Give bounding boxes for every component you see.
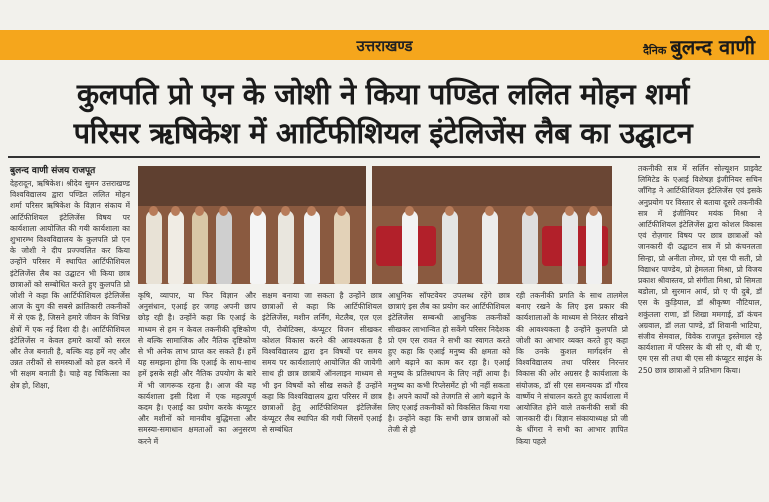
article-column-6: तकनीकी सत्र में सर्लिन सोल्यूशन प्राइवेट लिमिटेड के एआई विशेषज्ञ इंजीनियर सचिन जाँगिड़ ने आर्टिफीशियल इंटेलिजेंस एवं इसके अनुप्रयोग पर विस्तार से बताया दूसरे तकनीकी सत्र में इंजीनियर मयंक मिश्रा ने आर्टिफीशियल इंटेलिजेंस द्वारा कोशल विकास एवं रोज़गार विषय पर छात्र छात्राओं को जानकारी दी उद्घाटन सत्र में प्रो कंचनलता सिन्हा, प्रो अनीता तोमर, प्रो एस पी सती, प्रो विद्याधर पाण्डेय, प्रो हेमलता मिश्रा, प्रो विजय प्रकाश श्रीवास्तव, प्रो संगीता मिश्रा, प्रो सिमता बडोला, प्रो सुरमान आर्य, प्रो ए पी दुबे, डॉ एस के कुड़ियाल, डॉ श्रीकृष्ण नौटियाल, शकुंतला राणा, डॉ शिखा ममगाई, डॉ कंचन अग्रवाल, डॉ लता पाण्डे, डॉ शिवानी भाटिया, संजीव सेमवाल, विवेक राजपूत इस्तेमाल रहे कार्यशाला में परिसर के बी सी ए, बी बी ए, एम एस सी तथा बी एस सी कंप्यूटर साइंस के 250 छात्र छात्राओं ने प्रतिभाग किया। (638, 164, 762, 375)
byline: बुलन्द वाणी संजय राजपूत (10, 166, 96, 176)
article-column-5: रही तकनीकी प्रगति के साथ तालमेल बनाए रखने के लिए इस प्रकार की कार्यशालाओं के माध्यम से निरंतर सीखने की आवश्यकता है उन्होंने कुलपति प्रो जोशी का आभार व्यक्त करते हुए कहा कि उनके कुशल मार्गदर्शन से विश्वविद्यालय तथा परिसर निरन्तर विकास की ओर अग्रसर है कार्यशाला के संयोजक, डॉ सी एस समन्वयक डॉ गौरव वार्ष्णेय ने संचालन करते हुए कार्यशाला में आयोजित होने वाले तकनीकी सत्रों की जानकारी दी। विज्ञान संकायाध्यक्ष प्रो जी के धींगरा ने सभी का आभार ज्ञापित किया पहले (516, 291, 628, 446)
article-column-3: सक्षम बनाया जा सकता है उन्होंने छात्र छात्राओं से कहा कि आर्टिफीशियल इंटेलिजेंस, मशीन लर्निंग, मेटलैब, एल एल पी, रोबोटिक्स, कंप्यूटर विजन सीखकर कोशल विकास करने की आवश्यकता है विश्वविद्यालय द्वारा इन विषयों पर समय समय पर कार्यशालाएं आयोजित की जायेगी साथ ही छात्र छात्रायें ऑनलाइन माध्यम से भी इन विषयों को सीख सकते हैं उन्होंने कहा कि विश्वविद्यालय द्वारा परिसर में छात्र छात्राओं हेतु आर्टिफीशियल इंटेलिजेंस कंप्यूटर लैब स्थापित की गयी जिसमें एआई से सम्बंधित (262, 291, 382, 435)
article-column-4: आधुनिक सॉफ्टवेयर उपलब्ध रहेंगे छात्र छात्राएं इस लैब का प्रयोग कर आर्टिफीशियल इंटेलिजेंस सम्बन्धी आधुनिक तकनीकों सीखकर लाभान्वित हो सकेंगे परिसर निदेशक प्रो एम एस रावत ने सभी का स्वागत करते हुए कहा कि एआई मनुष्य की क्षमता को आगे बढ़ाने का काम कर रहा है। एआई मनुष्य के प्रतिस्थापन के लिए नहीं आया है। मनुष्य का कभी रिप्लेसमेंट हो भी नहीं सकता है। अपने कार्यों को तेजगति से आगे बढ़ाने के लिए एआई तकनीकों को विकसित किया गया है। उन्होंने कहा कि सभी छात्र छात्राओं को तेजी से हो (388, 291, 510, 435)
photo-lamp-lighting (138, 166, 366, 284)
article-column-2: कृषि, व्यापार, या फिर विज्ञान और अनुसंधान, एआई हर जगह अपनी छाप छोड़ रही है। उन्होंने कहा कि एआई के माध्यम से हम न केवल तकनीकी दृष्टिकोण से बल्कि सामाजिक और नैतिक दृष्टिकोण से भी अनेक लाभ प्राप्त कर सकते हैं। हमें यह समझना होगा कि एआई के साथ-साथ हमें इसके सही और नैतिक उपयोग के बारे में भी जागरूक रहना है। आज की यह कार्यशाला इसी दिशा में एक महत्वपूर्ण कदम है। एआई का प्रयोग करके कंप्यूटर और मशीनों को मानवीय बुद्धिमत्ता और समस्या-समाधान क्षमताओं का अनुसरण करने में (138, 291, 256, 446)
photo-audience (372, 166, 612, 284)
masthead-prefix: दैनिक (643, 44, 667, 57)
headline-line-1: कुलपति प्रो एन के जोशी ने किया पण्डित ललित मोहन शर्मा (76, 77, 690, 111)
headline-line-2: परिसर ऋषिकेश में आर्टिफीशियल इंटेलिजेंस लैब का उद्घाटन (73, 116, 693, 150)
article-column-1: देहरादून, ऋषिकेश। श्रीदेव सुमन उत्तराखण्ड विश्वविद्यालय द्वारा पण्डित ललित मोहन शर्मा परिसर ऋषिकेश के विज्ञान संकाय में आर्टिफीशियल इंटेलिजेंस विषय पर कार्यशाला आयोजित की गयी कार्यशाला का शुभारम्भ विश्वविद्यालय के कुलपति प्रो एन के जोशी ने दीप प्रज्ज्वलित कर किया उन्होंने परिसर में स्थापित आर्टिफीशियल इंटेलिजेंस लैब का उद्घाटन भी किया छात्र छात्राओं को सम्बोधित करते हुए कुलपति प्रो जोशी ने कहा कि आर्टिफीशियल इंटेलिजेंस आज के युग की सबसे क्रांतिकारी तकनीकों में से एक है, जिसने हमारे जीवन के विभिन्न क्षेत्रों में एक नई दिशा दी है। आर्टिफीशियल इंटेलिजेंस न केवल हमारे कार्यों को सरल और तेज बनाती है, बल्कि यह हमें नए और उन्नत तरीकों से समस्याओं को हल करने में भी सक्षम बनाती है। चाहे वह चिकित्सा का क्षेत्र हो, शिक्षा, (10, 179, 130, 390)
newspaper-masthead (643, 33, 755, 60)
section-title: उत्तराखण्ड (356, 37, 413, 55)
masthead-name: बुलन्द वाणी (670, 35, 755, 59)
headline-divider (8, 156, 760, 158)
